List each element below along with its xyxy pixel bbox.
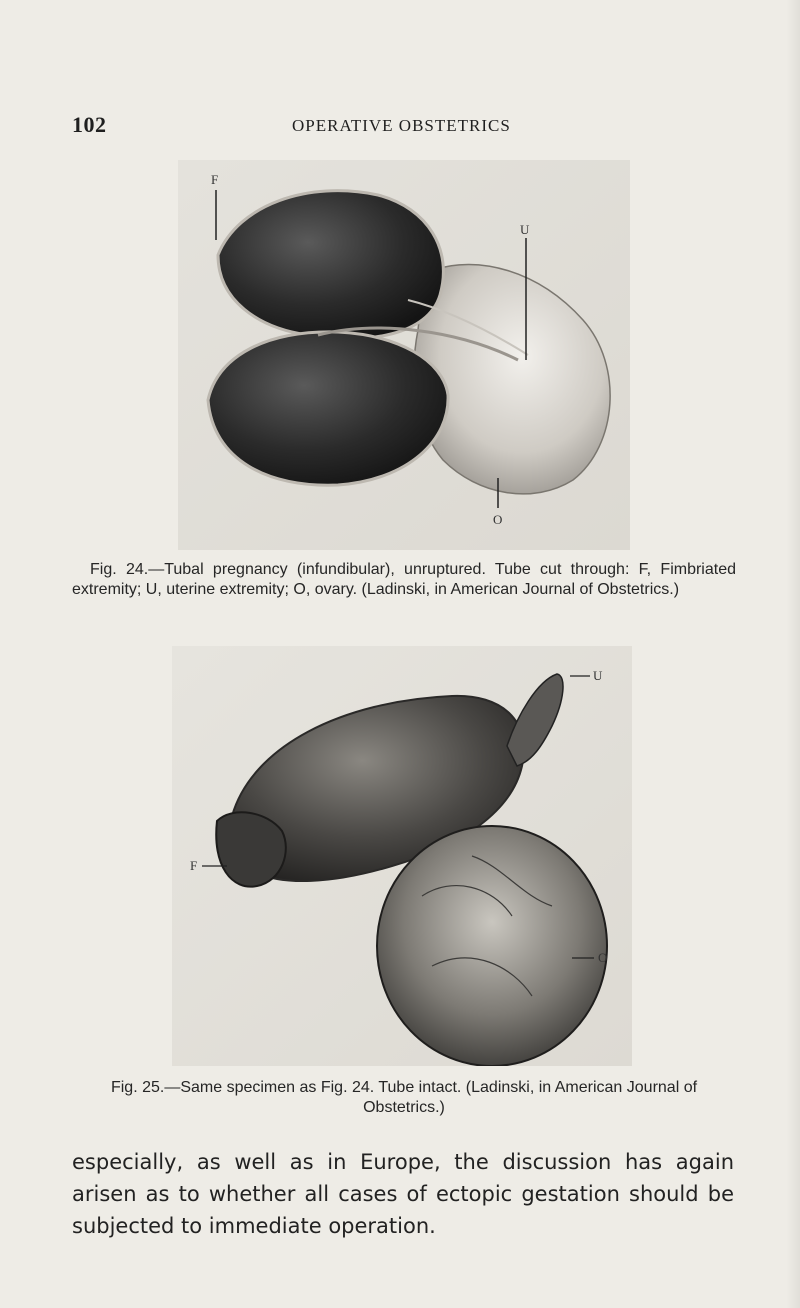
ovary [377,826,607,1066]
body-paragraph: especially, as well as in Europe, the discussion has again arisen as to whether all cases of ectopic gestation should be subjected to immediate operation. [72,1150,734,1238]
running-head: OPERATIVE OBSTETRICS [292,116,511,135]
figure-25-caption: Fig. 25.—Same specimen as Fig. 24. Tube intact. (Ladinski, in American Journal of Obstetrics.) [110,1079,698,1116]
tube-cut-upper-half [218,191,443,339]
page-number: 102 [72,112,107,137]
page-edge-shadow [786,0,800,1308]
figure-24-caption: Fig. 24.—Tubal pregnancy (infundibular), unruptured. Tube cut through: F, Fimbriated extremity; U, uterine extremity; O, ovary. (Ladinski, in American Journal of Obstetrics.) [72,561,736,598]
figure-25 [172,646,632,1066]
label-o: O [598,950,608,965]
label-o: O [493,512,503,527]
figure-24 [178,160,630,550]
figure-25-illustration [172,646,632,1066]
tube-cut-lower-half [208,332,448,485]
label-f: F [211,172,219,187]
figure-24-illustration [178,160,630,550]
label-f: F [190,858,198,873]
label-u: U [520,222,530,237]
label-u: U [593,668,603,683]
